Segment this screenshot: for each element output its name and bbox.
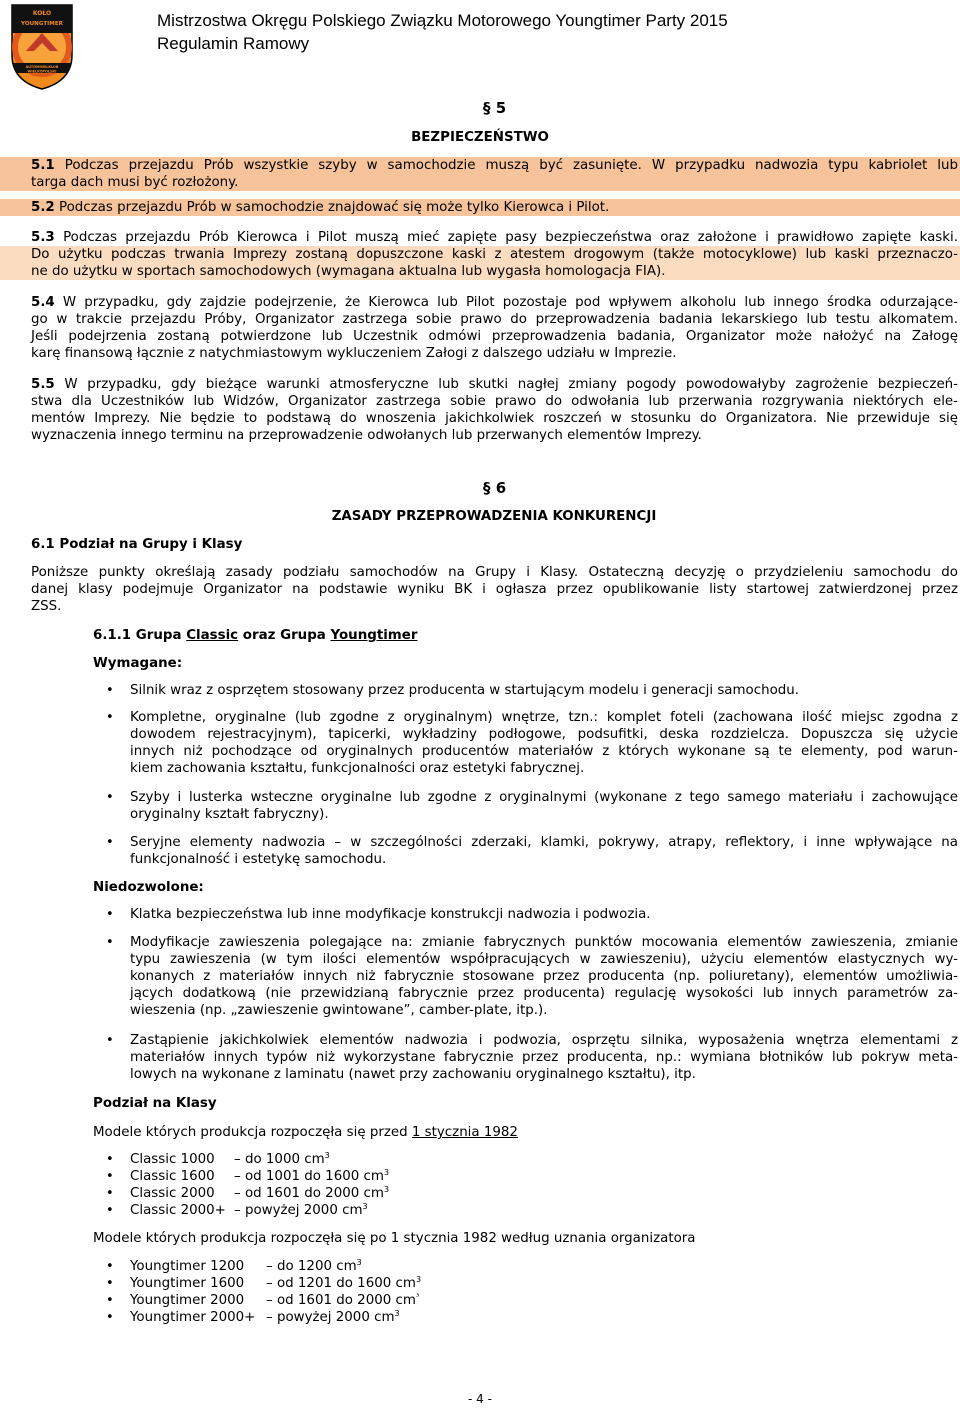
class-item: Classic 2000+ – powyżej 2000 $cm^3$ bbox=[130, 1202, 368, 1218]
p55-line1: 5.5 W przypadku, gdy bieżące warunki atmosferyczne lub skutki nagłej zmiany pogody powodowałyby zagrożenie bezpieczeń- bbox=[31, 377, 958, 392]
class-item: Youngtimer 1200 – do 1200 $cm^3$ bbox=[130, 1258, 362, 1274]
classic-intro: Modele których produkcja rozpoczęła się przed 1 stycznia 1982 bbox=[93, 1125, 518, 1140]
class-item: Youngtimer 1600 – od 1201 do 1600 $cm^3$ bbox=[130, 1275, 422, 1291]
required-item: Silnik wraz z osprzętem stosowany przez producenta w startującym modelu i generacji samochodu. bbox=[130, 683, 800, 698]
required-label: Wymagane: bbox=[93, 656, 183, 671]
class-item: Youngtimer 2000+ – powyżej 2000 $cm^3$ bbox=[130, 1309, 400, 1325]
logo-text-bottom: AUTOMOBILKLUB bbox=[25, 65, 59, 69]
bullet: • bbox=[106, 1033, 114, 1048]
young-intro: Modele których produkcja rozpoczęła się po 1 stycznia 1982 według uznania organizatora bbox=[93, 1231, 696, 1246]
intro-line1: Poniższe punkty określają zasady podziału samochodów na Grupy i Klasy. Ostateczną decyzję o przydzieleniu samochodu do bbox=[31, 565, 958, 580]
bullet: • bbox=[106, 907, 114, 922]
p55-line4: wyznaczenia innego terminu na przeprowadzenie odwołanych lub przerwanych elementów Imprezy. bbox=[31, 428, 702, 443]
bullet: • bbox=[106, 1203, 114, 1218]
paragraph-sign-6: § 6 bbox=[483, 479, 507, 497]
club-logo bbox=[4, 3, 80, 91]
intro-line2: danej klasy podejmuje Organizator na podstawie wyniku BK i ogłasza przez opublikowanie listy startowej zatwierdzonej przez bbox=[31, 582, 958, 597]
forbidden-item: Modyfikacje zawieszenia polegające na: zmianie fabrycznych punktów mocowania elementów zawieszenia, zmianie bbox=[130, 935, 958, 950]
bullet: • bbox=[106, 835, 114, 850]
p51-line1: 5.1 Podczas przejazdu Prób wszystkie szyby w samochodzie muszą być zasunięte. W przypadku nadwozia typu kabriolet lub bbox=[31, 158, 958, 173]
p51-line2: targa dach musi być rozłożony. bbox=[31, 175, 239, 190]
bullet: • bbox=[106, 935, 114, 950]
bullet: • bbox=[106, 1276, 114, 1291]
required-item: dowodem rejestracyjnym), tapicerki, wykładziny podłogowe, podsufitki, deska rozdzielcza. Dopuszcza się użycie bbox=[130, 727, 958, 742]
bullet: • bbox=[106, 1310, 114, 1325]
page-number: - 4 - bbox=[468, 1392, 492, 1406]
p53-line3: ne do użytku w sportach samochodowych (wymagana aktualna lub wygasła homologacja FIA). bbox=[31, 264, 666, 279]
section-5-heading: BEZPIECZEŃSTWO bbox=[411, 130, 549, 145]
forbidden-item: konanych z materiałów innych niż fabrycznie stosowane przez producenta (np. poliuretany), elementów umożliwia- bbox=[130, 969, 958, 984]
forbidden-item: materiałów innych typów niż wykorzystane fabrycznie przez producenta, np.: wymiana błotników lub pokryw meta- bbox=[130, 1050, 958, 1065]
bullet: • bbox=[106, 1259, 114, 1274]
required-item: Kompletne, oryginalne (lub zgodne z oryginalnym) wnętrze, tzn.: komplet foteli (zachowana ilość miejsc zgodna z bbox=[130, 710, 958, 725]
subsection-6-1: 6.1 Podział na Grupy i Klasy bbox=[31, 537, 243, 552]
p53-line2: Do użytku podczas trwania Imprezy zostaną dopuszczone kaski z atestem drogowym (także motocyklowe) lub kaski przeznaczo- bbox=[31, 247, 958, 262]
class-item: Youngtimer 2000 – od 1601 do 2000 $cm^{^3}$ bbox=[130, 1292, 420, 1308]
section-6-heading: ZASADY PRZEPROWADZENIA KONKURENCJI bbox=[331, 509, 657, 524]
forbidden-item: typu zawieszenia (w tym ilości elementów współpracujących w zawieszeniu), użyciu elementów elastycznych wy- bbox=[130, 952, 958, 967]
logo-text-top: KOŁO bbox=[32, 10, 52, 17]
forbidden-item: jących dodatkową (nie przewidzianą fabrycznie przez producenta) regulację wysokości lub innych parametrów za- bbox=[130, 986, 958, 1001]
required-item: Szyby i lusterka wsteczne oryginalne lub zgodne z oryginalnymi (wykonane z tego samego materiału i zachowujące bbox=[130, 790, 958, 805]
document-title: Mistrzostwa Okręgu Polskiego Związku Motorowego Youngtimer Party 2015 bbox=[157, 11, 728, 30]
intro-line3: ZSS. bbox=[31, 599, 62, 614]
bullet: • bbox=[106, 683, 114, 698]
required-item: oryginalny kształt fabryczny). bbox=[130, 807, 329, 822]
bullet: • bbox=[106, 790, 114, 805]
forbidden-label: Niedozwolone: bbox=[93, 880, 204, 895]
class-item: Classic 1600 – od 1001 do 1600 $cm^3$ bbox=[130, 1168, 390, 1184]
forbidden-item: Klatka bezpieczeństwa lub inne modyfikacje konstrukcji nadwozia i podwozia. bbox=[130, 907, 651, 922]
bullet: • bbox=[106, 1169, 114, 1184]
bullet: • bbox=[106, 1186, 114, 1201]
p53-line1: 5.3 Podczas przejazdu Prób Kierowca i Pilot muszą mieć zapięte pasy bezpieczeństwa oraz założone i prawidłowo zapięte kaski. bbox=[31, 230, 958, 245]
forbidden-item: wieszenia (np. „zawieszenie gwintowane”, camber-plate, itp.). bbox=[130, 1003, 548, 1018]
forbidden-item: lowych na wykonane z laminatu (nawet przy zachowaniu oryginalnego kształtu), itp. bbox=[130, 1067, 696, 1082]
paragraph-sign-5: § 5 bbox=[483, 99, 507, 117]
required-item: funkcjonalność i estetykę samochodu. bbox=[130, 852, 387, 867]
p54-line3: Jeśli podejrzenia zostaną potwierdzone lub Uczestnik odmówi przeprowadzenia badania, Organizator może nałożyć na Załogę bbox=[31, 329, 958, 344]
p52: 5.2 Podczas przejazdu Prób w samochodzie znajdować się może tylko Kierowca i Pilot. bbox=[31, 200, 610, 215]
bullet: • bbox=[106, 1152, 114, 1167]
class-item: Classic 1000 – do 1000 $cm^3$ bbox=[130, 1151, 330, 1167]
p54-line2: go w trakcie przejazdu Próby, Organizator zastrzega sobie prawo do przeprowadzenia badania lekarskiego lub testu alkomatem. bbox=[31, 312, 958, 327]
p54-line1: 5.4 W przypadku, gdy zajdzie podejrzenie, że Kierowca lub Pilot pozostaje pod wpływem alkoholu lub innego środka odurzające- bbox=[31, 295, 958, 310]
class-item: Classic 2000 – od 1601 do 2000 $cm^3$ bbox=[130, 1185, 390, 1201]
p55-line3: mentów Imprezy. Nie będzie to podstawą do wnoszenia jakichkolwiek roszczeń w stosunku do Organizatora. Nie przewiduje się bbox=[31, 411, 958, 426]
classes-label: Podział na Klasy bbox=[93, 1096, 217, 1111]
svg-text:YOUNGTIMER: YOUNGTIMER bbox=[21, 21, 63, 27]
document-subtitle: Regulamin Ramowy bbox=[157, 34, 310, 53]
forbidden-item: Zastąpienie jakichkolwiek elementów nadwozia i podwozia, osprzętu silnika, wyposażenia wnętrza elementami z bbox=[130, 1033, 958, 1048]
required-item: kiem zachowania kształtu, funkcjonalności oraz estetyki fabrycznej. bbox=[130, 761, 585, 776]
p55-line2: stwa dla Uczestników lub Widzów, Organizator zastrzega sobie prawo do odwołania lub przerwania rozgrywania niektórych ele- bbox=[31, 394, 958, 409]
svg-text:WIELKOPOLSKI: WIELKOPOLSKI bbox=[27, 69, 57, 74]
required-item: innych niż pochodzące od oryginalnych producentów materiałów z których wykonane są te elementy, pod warun- bbox=[130, 744, 958, 759]
p54-line4: karę finansową łącznie z natychmiastowym wykluczeniem Załogi z dalszego udziału w Imprezie. bbox=[31, 346, 677, 361]
required-item: Seryjne elementy nadwozia – w szczególności zderzaki, klamki, pokrywy, atrapy, reflektory, i inne wpływające na bbox=[130, 835, 958, 850]
subsection-6-1-1: 6.1.1 Grupa Classic oraz Grupa Youngtimer bbox=[93, 628, 418, 643]
bullet: • bbox=[106, 1293, 114, 1308]
bullet: • bbox=[106, 710, 114, 725]
